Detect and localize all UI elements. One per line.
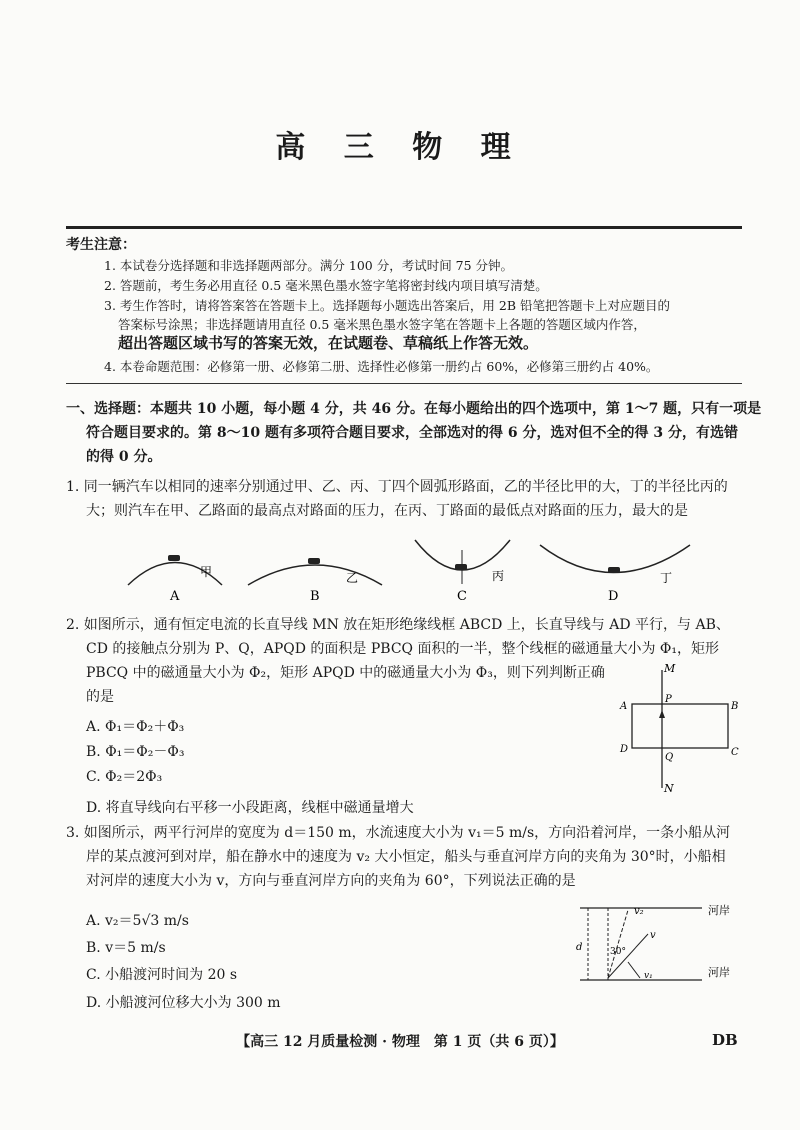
footer-code: DB [712,1031,738,1049]
notice-heading: 考生注意： [66,237,136,253]
label-c: C [731,747,739,758]
notice-divider [66,383,742,384]
notice-item-3-emphasis: 超出答题区域书写的答案无效，在试题卷、草稿纸上作答无效。 [118,334,539,352]
car-jia-icon [168,555,180,561]
car-yi-icon [308,558,320,564]
q2-line-4: 的是 [86,689,114,705]
road-yi-label: 乙 [346,571,359,585]
q2-line-3: PBCQ 中的磁通量大小为 Φ₂，矩形 APQD 中的磁通量大小为 Φ₃，则下列判断正确 [86,665,605,681]
notice-item-2: 2. 答题前，考生务必用直径 0.5 毫米黑色墨水签字笔将密封线内项目填写清楚。 [104,278,548,293]
section-heading-line-1: 一、选择题：本题共 10 小题，每小题 4 分，共 46 分。在每小题给出的四个选项中，第 1～7 题，只有一项是 [66,401,762,417]
frame-abcd [632,704,728,748]
q2-option-a: A. Φ₁＝Φ₂＋Φ₃ [86,719,185,735]
q1-line-1: 1. 同一辆汽车以相同的速率分别通过甲、乙、丙、丁四个圆弧形路面，乙的半径比甲的大，丁的半径比丙的 [66,479,728,495]
q2-line-2: CD 的接触点分别为 P、Q，APQD 的面积是 PBCQ 面积的一半，整个线框的磁通量大小为 Φ₁，矩形 [86,641,720,657]
q3-option-d: D. 小船渡河位移大小为 300 m [86,995,281,1011]
notice-item-3-cont: 答案标号涂黑；非选择题请用直径 0.5 毫米黑色墨水签字笔在答题卡上各题的答题区域内作答， [118,317,646,332]
label-v: v [650,930,656,941]
road-bing-label: 丙 [492,569,505,583]
label-d: d [576,942,583,953]
q3-option-c: C. 小船渡河时间为 20 s [86,967,238,983]
q1-option-a: A [170,589,180,604]
q3-line-3: 对河岸的速度大小为 v，方向与垂直河岸方向的夹角为 60°，下列说法正确的是 [86,873,576,889]
label-v2: v₂ [634,906,644,917]
q2-option-b: B. Φ₁＝Φ₂－Φ₃ [86,744,185,760]
label-q: Q [665,752,674,763]
notice-item-4: 4. 本卷命题范围：必修第一册、必修第二册、选择性必修第一册约占 60%，必修第三册约占 40%。 [104,359,659,374]
q1-road-figures [0,530,800,610]
q2-option-c: C. Φ₂＝2Φ₃ [86,769,163,785]
section-heading-line-2: 符合题目要求的。第 8～10 题有多项符合题目要求，全部选对的得 6 分，选对但不全的得 3 分，有选错 [86,425,738,441]
q3-line-1: 3. 如图所示，两平行河岸的宽度为 d＝150 m，水流速度大小为 v₁＝5 m/s，方向沿着河岸，一条小船从河 [66,825,731,841]
q1-option-b: B [310,589,320,604]
q1-option-d: D [608,589,619,604]
page-footer: 【高三 12 月质量检测 · 物理 第 1 页（共 6 页）】 [236,1034,564,1050]
label-angle: 30° [610,947,626,957]
page-title: 高 三 物 理 [275,130,525,165]
q3-river-figure [570,900,750,985]
label-a: A [620,701,628,712]
q1-line-2: 大；则汽车在甲、乙路面的最高点对路面的压力，在丙、丁路面的最低点对路面的压力，最大的是 [86,503,688,519]
label-n: N [664,782,674,795]
q3-option-b: B. v＝5 m/s [86,940,166,956]
v2-line [608,910,628,978]
header-divider [66,226,742,229]
q2-figure [610,660,750,795]
q2-option-d: D. 将直导线向右平移一小段距离，线框中磁通量增大 [86,800,414,816]
car-ding-icon [608,567,620,573]
q1-option-c: C [457,589,467,604]
road-yi-arc [248,565,382,585]
car-bing-icon [455,564,467,570]
road-ding-label: 丁 [660,571,673,585]
label-m: M [664,662,676,675]
q3-option-a: A. v₂＝5√3 m/s [86,913,189,929]
q3-line-2: 岸的某点渡河到对岸，船在静水中的速度为 v₂ 大小恒定，船头与垂直河岸方向的夹角为 30°时，小船相 [86,849,726,865]
label-v1: v₁ [644,971,653,981]
label-bank-top: 河岸 [708,904,730,917]
label-bank-bottom: 河岸 [708,966,730,979]
notice-item-3: 3. 考生作答时，请将答案答在答题卡上。选择题每小题选出答案后，用 2B 铅笔把答题卡上对应题目的 [104,298,670,313]
label-p: P [665,694,672,705]
label-d: D [620,744,629,755]
q2-line-1: 2. 如图所示，通有恒定电流的长直导线 MN 放在矩形绝缘线框 ABCD 上，长直导线与 AD 平行，与 AB、 [66,617,730,633]
road-jia-label: 甲 [200,565,213,579]
label-b: B [731,701,739,712]
section-heading-line-3: 的得 0 分。 [86,449,162,465]
notice-item-1: 1. 本试卷分选择题和非选择题两部分。满分 100 分，考试时间 75 分钟。 [104,258,514,273]
